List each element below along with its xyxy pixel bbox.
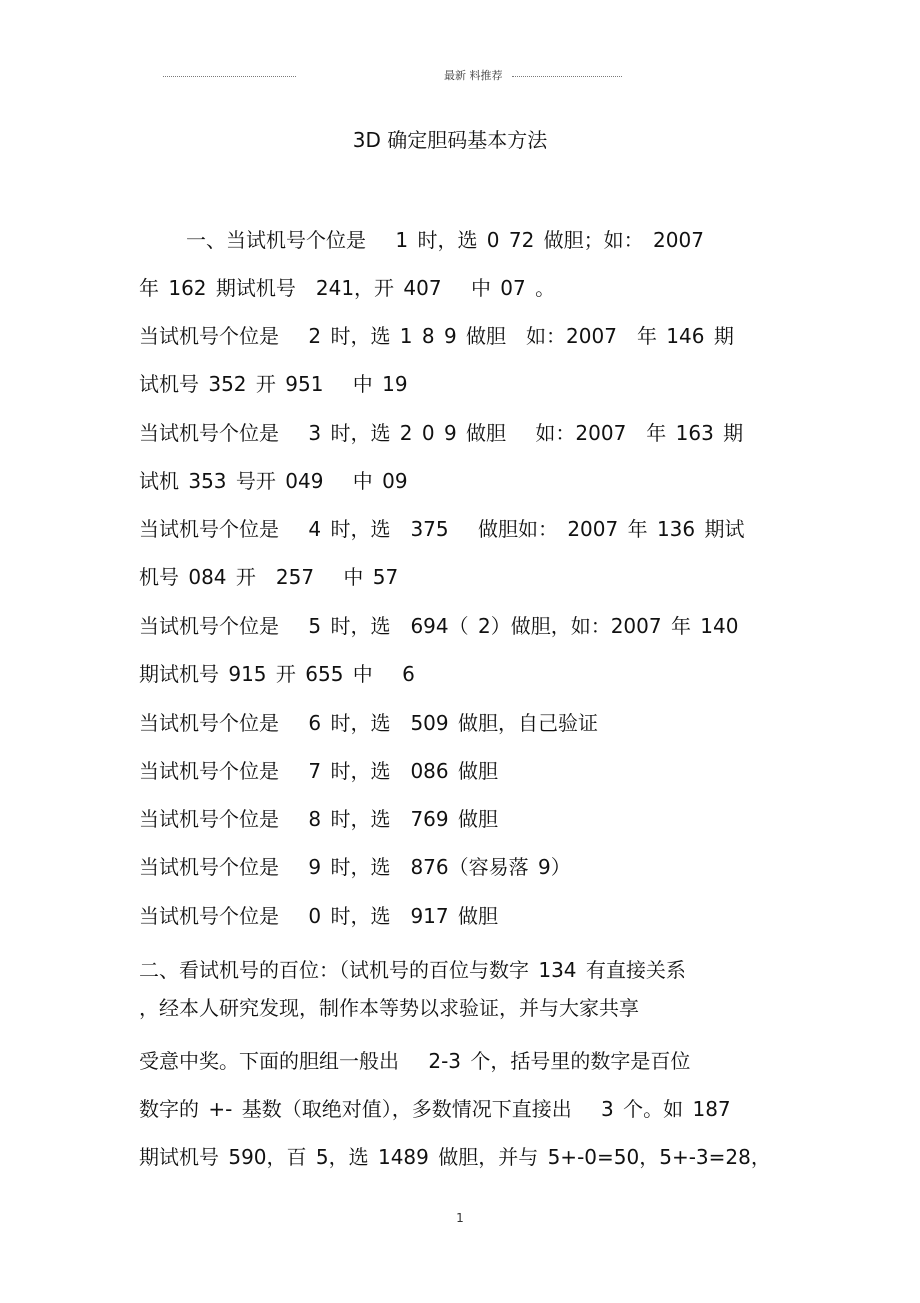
text-line: 当试机号个位是 0 时，选 917 做胆 xyxy=(139,904,498,928)
text-line: 当试机号个位是 7 时，选 086 做胆 xyxy=(139,759,498,783)
page-number: 1 xyxy=(456,1211,464,1225)
text-line: 当试机号个位是 4 时，选 375 做胆如： 2007 年 136 期试 xyxy=(139,517,745,541)
text-line: 一、当试机号个位是 1 时，选 0 72 做胆；如： 2007 xyxy=(186,228,704,252)
text-line: 当试机号个位是 8 时，选 769 做胆 xyxy=(139,807,498,831)
text-line: 当试机号个位是 6 时，选 509 做胆，自己验证 xyxy=(139,711,598,735)
text-line: 期试机号 590，百 5，选 1489 做胆，并与 5+-0=50，5+-3=28， xyxy=(139,1145,771,1169)
text-line: 二、看试机号的百位：（试机号的百位与数字 134 有直接关系 xyxy=(139,958,686,982)
page-title: 3D 确定胆码基本方法 xyxy=(352,128,548,152)
text-line: 当试机号个位是 2 时，选 1 8 9 做胆 如：2007 年 146 期 xyxy=(139,324,734,348)
text-line: 当试机号个位是 3 时，选 2 0 9 做胆 如：2007 年 163 期 xyxy=(139,421,744,445)
text-line: 试机号 352 开 951 中 19 xyxy=(139,372,408,396)
text-line: 年 162 期试机号 241，开 407 中 07 。 xyxy=(139,276,556,300)
text-line: 机号 084 开 257 中 57 xyxy=(139,565,399,589)
header-rule-right xyxy=(512,76,622,77)
text-line: 数字的 +- 基数（取绝对值），多数情况下直接出 3 个。如 187 xyxy=(139,1097,731,1121)
header-rule-left xyxy=(163,76,296,77)
text-line: 期试机号 915 开 655 中 6 xyxy=(139,662,415,686)
text-line: 试机 353 号开 049 中 09 xyxy=(139,469,408,493)
text-line: 当试机号个位是 5 时，选 694（ 2）做胆，如：2007 年 140 xyxy=(139,614,739,638)
text-line: ，经本人研究发现，制作本等势以求验证，并与大家共享 xyxy=(139,996,639,1020)
text-line: 受意中奖。下面的胆组一般出 2-3 个，括号里的数字是百位 xyxy=(139,1049,691,1073)
header-text: 最新 料推荐 xyxy=(444,69,503,82)
text-line: 当试机号个位是 9 时，选 876（容易落 9） xyxy=(139,855,571,879)
